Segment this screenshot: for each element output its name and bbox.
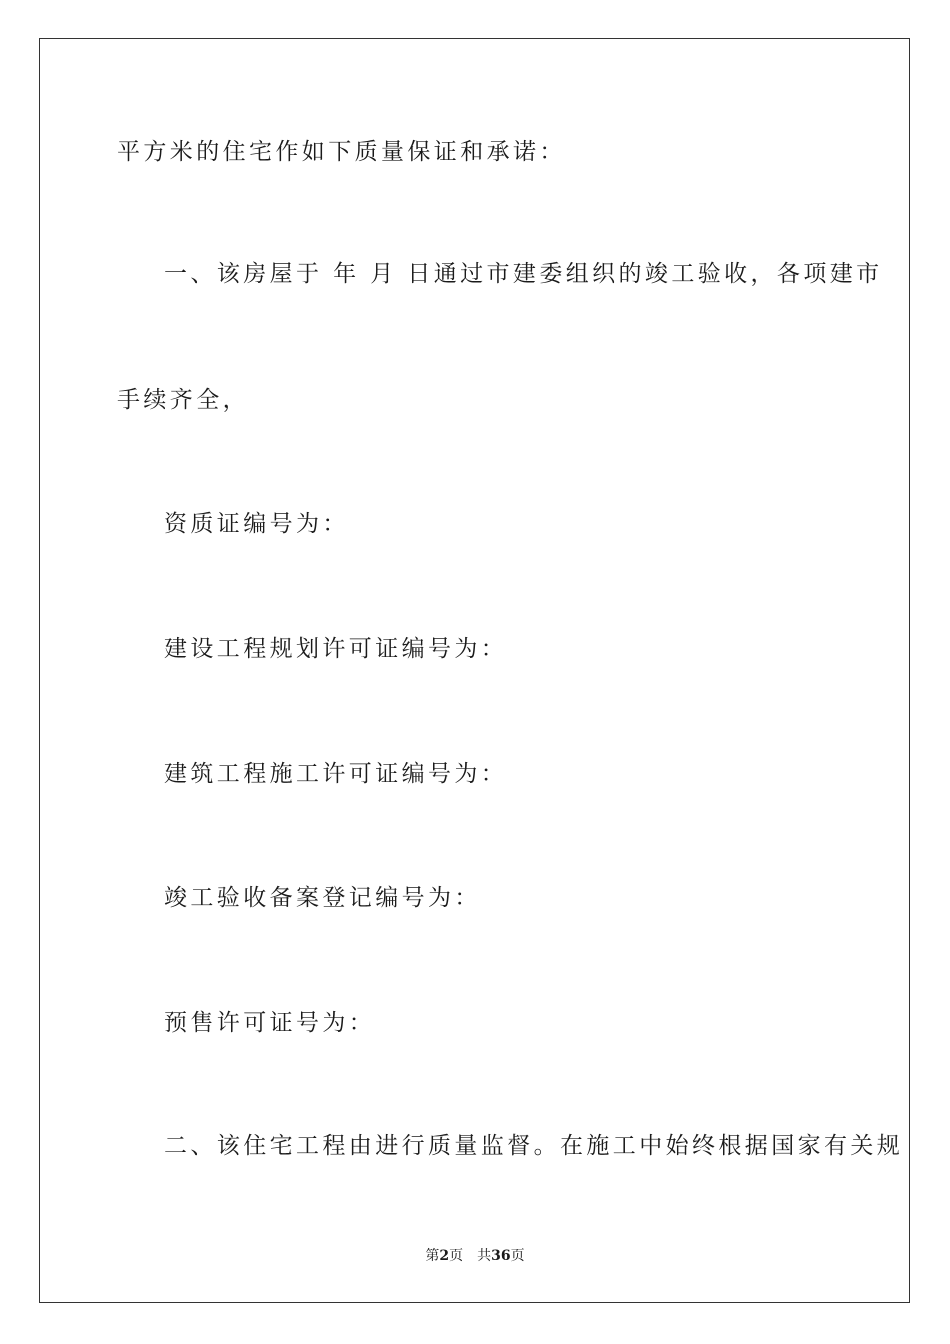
text-line-6: 建筑工程施工许可证编号为： <box>164 761 508 787</box>
text-line-9: 二、该住宅工程由进行质量监督。在施工中始终根据国家有关规 <box>164 1133 904 1159</box>
total-pages: 36 <box>491 1248 511 1264</box>
total-suffix: 页 <box>510 1248 525 1264</box>
text-line-8: 预售许可证号为： <box>164 1010 376 1036</box>
page-frame <box>39 38 910 1303</box>
text-line-5: 建设工程规划许可证编号为： <box>164 636 508 662</box>
page-suffix: 页 <box>449 1248 464 1264</box>
text-line-1: 平方米的住宅作如下质量保证和承诺： <box>117 139 566 165</box>
text-line-7: 竣工验收备案登记编号为： <box>164 885 481 911</box>
page-prefix: 第 <box>425 1248 440 1264</box>
text-line-4: 资质证编号为： <box>164 511 349 537</box>
total-prefix: 共 <box>477 1248 492 1264</box>
text-line-3: 手续齐全， <box>117 387 249 413</box>
page-footer <box>0 1247 950 1265</box>
text-line-2: 一、该房屋于 年 月 日通过市建委组织的竣工验收，各项建市 <box>164 261 883 287</box>
page-number: 2 <box>439 1248 450 1264</box>
